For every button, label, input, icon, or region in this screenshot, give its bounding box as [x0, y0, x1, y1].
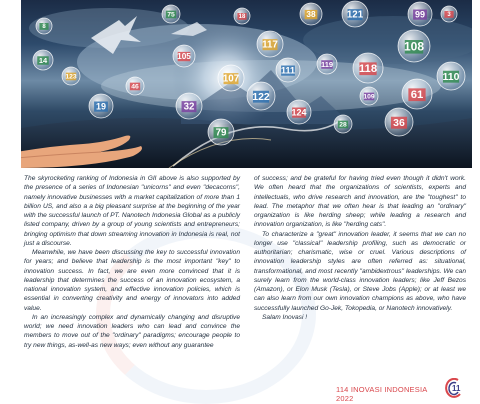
bubble-number: 28 [339, 121, 347, 129]
bubble-number: 122 [252, 90, 270, 103]
innovation-bubble [317, 54, 337, 74]
innovation-bubble [126, 77, 144, 95]
innovation-bubble [173, 45, 195, 67]
article-paragraph: To characterize a "great" innovation leader, it seems that we can no longer use "classical" leadership profiling, such as democratic or authoritarian; charismatic, wise or cruel. Various descriptions of innovation leadership styles are often referred as: situational, transformational, and most recently "ambidextrous" leaderships. We can surely learn from the world-class innovation leaders; like Jeff Bezos (Amazon), or Elon Musk (Tesla), or Steve Jobs (Apple); or at least we can also learn from our own innovation champions as above, who have successfully launched Go-Jek, Tokopedia, or Nanotech innovatively. [254, 230, 466, 312]
bubble-number: 123 [65, 73, 77, 81]
innovation-bubble [353, 53, 383, 83]
article-paragraph: Meanwhile, we have been discussing the key to successful innovation for years; and believe that leadership is the most important "key" to innovation success. In fact, we are even more convinced that it is leadership that determines the success of an innovation ecosystem, a national innovation system, and effective innovation policies, which is essential in converting creativity and energy of innovators into added value. [24, 249, 240, 312]
bubble-number: 46 [131, 83, 139, 91]
innovation-bubble [287, 100, 311, 124]
article-paragraph: In an increasingly complex and dynamically changing and disruptive world; we need innovation leaders who can lead and convince the members to move out of the "ordinary" paradigms; encourage people to try new things, as-well-as new ways; even without any guarantee [24, 313, 240, 349]
innovation-bubble [398, 30, 430, 62]
innovation-bubble [89, 94, 113, 118]
bubble-number: 8 [42, 24, 46, 31]
innovation-bubble [36, 18, 52, 34]
bubble-number: 119 [320, 59, 334, 69]
publication-title: 114 INOVASI INDONESIA 2022 [336, 385, 428, 403]
innovation-bubble [342, 1, 368, 27]
article-paragraph: of success; and be grateful for having tried even though it didn't work. We often heard that the organizations of scientists, experts and intellectuals, who drive research and innovation, are the "toughest" to lead. The metaphor that we often hear is that leading an "ordinary" organization is like herding sheep; while leading a research and innovation organization, is like "herding cats". [254, 175, 466, 229]
innovation-bubble [162, 5, 180, 23]
bubble-number: 36 [393, 116, 405, 129]
article-left-column [24, 174, 240, 350]
bubble-number: 109 [363, 93, 375, 101]
bubble-number: 19 [95, 101, 107, 112]
bubble-number: 32 [183, 101, 195, 113]
innovation-bubble [176, 93, 202, 119]
bubble-number: 110 [442, 70, 460, 83]
bubble-number: 3 [447, 12, 451, 19]
bubble-number: 61 [410, 89, 424, 102]
bubble-number: 121 [346, 9, 364, 21]
hero-scene [21, 0, 472, 168]
innovation-bubble [208, 119, 234, 145]
article-right-column [254, 174, 466, 322]
bubble-number: 18 [238, 14, 246, 21]
innovation-bubble [408, 2, 432, 26]
hero-illustration [21, 0, 472, 168]
bubble-number: 75 [167, 11, 175, 19]
page-number: 11 [452, 384, 461, 393]
bubble-number: 124 [291, 107, 307, 118]
innovation-bubble [360, 87, 378, 105]
innovation-bubble [234, 8, 250, 24]
innovation-bubble [33, 50, 53, 70]
closing-greeting: Salam Inovasi ! [262, 313, 308, 321]
innovation-bubble [441, 6, 457, 22]
article-paragraph: The skyrocketing ranking of Indonesia in GII above is also supported by the presence of a series of Indonesian "unicorns" and even "decacorns", namely innovative businesses with a market capitalization of more than 1 billion US, and also a a big pleasant surprise at the beginning of the year with the successful launch of PT. Nanotech Indonesia Global as a publicly listed company, driven by a group of young scientists and entrepreneurs; bringing optimism that down streaming innovation in Indonesia is real, not just a discourse. [24, 175, 240, 247]
bubble-number: 99 [414, 9, 426, 20]
innovation-bubble [437, 62, 465, 90]
innovation-bubble [402, 79, 432, 109]
innovation-bubble [257, 31, 283, 57]
bubble-number: 117 [262, 39, 278, 51]
bubble-number: 105 [177, 52, 191, 62]
innovation-bubble [218, 65, 244, 91]
bubble-number: 118 [358, 63, 378, 76]
bubble-number: 38 [306, 10, 316, 20]
bubble-number: 107 [222, 73, 240, 85]
innovation-bubble [300, 3, 322, 25]
bubble-number: 79 [215, 127, 227, 139]
innovation-bubble [276, 58, 300, 82]
bubble-number: 111 [280, 65, 296, 76]
innovation-bubble [62, 67, 80, 85]
innovation-bubble [247, 82, 275, 110]
innovation-bubble [385, 108, 413, 136]
bubble-number: 108 [403, 39, 425, 54]
bubble-number: 14 [38, 55, 48, 65]
innovation-bubble [334, 115, 352, 133]
